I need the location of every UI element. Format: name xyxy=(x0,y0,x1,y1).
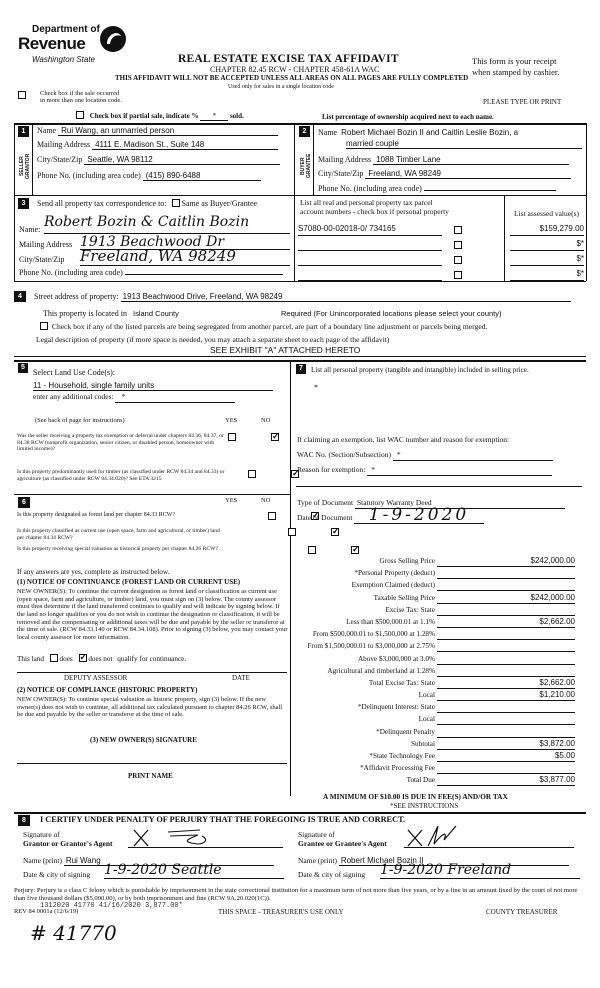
s5-q1-yes-checkbox[interactable] xyxy=(228,433,236,441)
single-location-note: Used only for sales in a single location code xyxy=(228,84,334,90)
personal-property-label: List all personal property (tangible and intangible) included in selling price. xyxy=(311,366,529,374)
buyer-name-field-2[interactable]: married couple xyxy=(346,139,582,149)
buyer-mailing-field[interactable]: 1088 Timber Lane xyxy=(373,155,569,165)
grantee-signature-icon xyxy=(404,822,574,848)
tax-row xyxy=(291,629,586,641)
parcel-account-field[interactable]: S7080-00-02018-0/ 734165 xyxy=(298,224,442,236)
tax-row-value[interactable]: $3,877.00 xyxy=(437,775,575,786)
partial-sale-sold: sold. xyxy=(229,112,244,120)
tax-row xyxy=(291,593,586,605)
partial-sale-label: Check box if partial sale, indicate % xyxy=(89,112,199,120)
tax-table xyxy=(291,556,586,808)
tax-row-label: From $1,500,000.01 to $3,000,000 at 2.75% xyxy=(307,642,435,651)
reason-row: Reason for exemption: * xyxy=(297,466,552,476)
tax-row-value[interactable] xyxy=(437,568,575,579)
tax-row-value[interactable]: $2,662.00 xyxy=(437,678,575,689)
legal-description-label: Legal description of property (if more space is needed, you may attach a separate sheet to each page of the affidavit) xyxy=(36,335,390,344)
tax-row xyxy=(291,702,586,714)
wac-row: WAC No. (Section/Subsection) * xyxy=(297,451,553,461)
tax-row xyxy=(291,617,586,629)
parcel-assessed-value[interactable]: $* xyxy=(510,239,584,251)
tax-row-label: Agricultural and timberland at 1.28% xyxy=(327,666,435,675)
street-address-field[interactable]: 1913 Beachwood Drive, Freeland, WA 98249 xyxy=(121,292,571,302)
tax-row-label: *Delinquent Interest: State xyxy=(357,703,435,712)
s6-q2-yes-checkbox[interactable] xyxy=(288,528,296,536)
doc-date-row: Date of Document xyxy=(297,513,353,522)
tax-row-label: Local xyxy=(418,715,435,724)
form-chapter: CHAPTER 82.45 RCW - CHAPTER 458-61A WAC xyxy=(210,65,380,74)
parcel-assessed-value[interactable]: $159,279.00 xyxy=(510,224,584,236)
certify-statement: I CERTIFY UNDER PENALTY OF PERJURY THAT THE FOREGOING IS TRUE AND CORRECT. xyxy=(40,815,406,824)
section-1-number: 1 xyxy=(18,126,29,137)
section-2-number: 2 xyxy=(299,126,310,137)
s6-if-yes: If any answers are yes, complete as instructed below. xyxy=(17,568,170,576)
personal-property-field[interactable]: * xyxy=(314,383,318,392)
buyer-phone-field[interactable] xyxy=(424,190,556,191)
grantor-sig-label-1: Signature of xyxy=(23,830,60,839)
tax-row-value[interactable] xyxy=(437,763,575,774)
seller-city-field[interactable]: Seattle, WA 98112 xyxy=(84,155,280,165)
form-warning: THIS AFFIDAVIT WILL NOT BE ACCEPTED UNLESS ALL AREAS ON ALL PAGES ARE FULLY COMPLETED xyxy=(115,74,469,82)
grantor-sig-label-2: Grantor or Grantor's Agent xyxy=(23,839,113,848)
tax-row-value[interactable]: $1,210.00 xyxy=(437,690,575,701)
dept-line3: Washington State xyxy=(32,55,96,64)
buyer-name-row: Name Robert Michael Bozin II and Caitlin Leslie Bozin, a xyxy=(318,128,519,137)
tax-row-value[interactable]: $242,000.00 xyxy=(437,556,575,567)
section3-city-label: City/State/Zip xyxy=(19,255,65,264)
multi-location-label: Check box if the sale occurred in more than one location code. xyxy=(40,90,122,105)
date-label: DATE xyxy=(232,674,250,682)
doc-type-field[interactable]: Statutory Warranty Deed xyxy=(355,499,565,509)
treasurer-only: THIS SPACE - TREASURER'S USE ONLY xyxy=(218,908,344,916)
s5-question-1: Was the seller receiving a property tax exemption or deferral under chapters 84.36, 84.37, or 84.38 RCW (nonprofit organization, senior citizen, or disabled person, homeowner with limited income)? xyxy=(17,433,224,453)
tax-row-value[interactable]: $242,000.00 xyxy=(437,593,575,604)
s5-q1-no-checkbox[interactable] xyxy=(271,433,279,441)
tax-row-value[interactable]: $2,662.00 xyxy=(437,617,575,628)
parcel-account-field[interactable] xyxy=(298,254,442,266)
assessed-header: List assessed value(s) xyxy=(514,209,579,218)
seller-name-row: Name Rui Wang, an unmarried person xyxy=(37,126,291,136)
tax-row xyxy=(291,739,586,751)
tax-row-label: Total Due xyxy=(406,776,435,785)
parcel-account-field[interactable] xyxy=(298,239,442,251)
legal-description-field[interactable]: SEE EXHIBIT "A" ATTACHED HERETO xyxy=(210,345,361,355)
s5-q2-yes-checkbox[interactable] xyxy=(248,470,256,478)
tax-row xyxy=(291,690,586,702)
grantee-sig-label-2: Grantee or Grantee's Agent xyxy=(298,839,387,848)
grantee-signature-field[interactable] xyxy=(404,822,574,848)
tax-row-label: *Delinquent Penalty xyxy=(376,727,435,736)
dept-line2: Revenue xyxy=(18,34,86,53)
personal-property-checkbox[interactable] xyxy=(454,256,462,264)
partial-sale-row xyxy=(76,111,244,121)
grantee-sig-label-1: Signature of xyxy=(298,830,335,839)
doc-date-field[interactable]: 1-9-2020 xyxy=(354,506,484,524)
additional-codes-row: enter any additional codes: * xyxy=(33,393,235,403)
tax-row xyxy=(291,727,586,739)
dor-logo xyxy=(18,22,133,70)
grantor-name-row: Name (print) Rui Wang xyxy=(23,856,274,866)
section3-mailing-label: Mailing Address xyxy=(19,240,73,249)
multi-location-checkbox[interactable] xyxy=(18,91,26,99)
s6-question-3: Is this property receiving special valuation as historical property per chapter 84.26 RCW? xyxy=(17,546,218,552)
s5-no: NO xyxy=(261,417,271,424)
tax-row-value[interactable] xyxy=(437,605,575,616)
tax-row-value[interactable]: $3,872.00 xyxy=(437,739,575,750)
tax-row xyxy=(291,666,586,678)
tax-row-label: Less than $500,000.01 at 1.1% xyxy=(346,617,435,626)
segregated-row: Check box if any of the listed parcels are being segregated from another parcel, are part of a boundary line adjustment or parcels being merged. xyxy=(40,322,487,332)
s6-q2-no-checkbox[interactable] xyxy=(331,528,339,536)
dept-line1: Department of xyxy=(32,24,100,35)
land-use-field[interactable]: 11 - Household, single family units xyxy=(33,381,273,391)
seller-name-field[interactable]: Rui Wang, an unmarried person xyxy=(58,126,278,136)
payment-stamp: 1312020 41770 41/16/2020 3,877.00* xyxy=(40,902,183,910)
tax-row-value[interactable] xyxy=(437,580,575,591)
tax-row-value[interactable] xyxy=(437,654,575,665)
parcel-account-field[interactable] xyxy=(298,269,442,281)
notice2-title: (2) NOTICE OF COMPLIANCE (HISTORIC PROPERTY) xyxy=(17,686,198,694)
s6-q3-no-checkbox[interactable] xyxy=(351,546,359,554)
tax-row-label: Local xyxy=(418,691,435,700)
seller-mailing-field[interactable]: 4111 E. Madison St., Suite 148 xyxy=(92,140,278,150)
tax-row-label: Excise Tax: State xyxy=(385,605,435,614)
section3-mailing-field[interactable]: 1913 Beachwood Dr xyxy=(80,234,290,250)
parcel-row xyxy=(298,269,588,284)
tax-row-value[interactable] xyxy=(437,702,575,713)
buyer-city-row: City/State/Zip Freeland, WA 98249 xyxy=(318,169,582,179)
reason-field[interactable]: * xyxy=(367,466,552,476)
same-as-buyer-checkbox[interactable] xyxy=(172,199,180,207)
partial-sale-value[interactable]: * xyxy=(200,112,228,121)
seller-mailing-row: Mailing Address 4111 E. Madison St., Suite 148 xyxy=(37,140,291,150)
tax-row-label: *Personal Property (deduct) xyxy=(354,569,435,578)
county-required-note: Required (For Unincorporated locations please select your county) xyxy=(280,309,502,318)
land-use-label: Select Land Use Code(s): xyxy=(33,368,115,377)
tax-row-value[interactable] xyxy=(437,727,575,738)
seller-phone-row: Phone No. (including area code) (415) 890-6488 xyxy=(37,171,291,181)
minimum-fee-note: A MINIMUM OF $10.00 IS DUE IN FEE(S) AND/OR TAX xyxy=(323,792,508,801)
tax-row-label: Above $3,000,000 at 3.0% xyxy=(357,654,435,663)
section3-name-label: Name: xyxy=(19,225,41,234)
handwritten-record-number: # 41770 xyxy=(30,921,117,945)
tax-row-value[interactable] xyxy=(437,666,575,677)
section-4-number: 4 xyxy=(14,291,26,302)
s5-yes: YES xyxy=(225,417,238,424)
continuance-row: This land does ✓ does not qualify for continuance. xyxy=(17,654,186,663)
parcel-row xyxy=(298,239,588,254)
personal-property-checkbox[interactable] xyxy=(454,271,462,279)
section3-name-field[interactable]: Robert Bozin & Caitlin Bozin xyxy=(44,214,290,234)
tax-row-label: *Affidavit Processing Fee xyxy=(360,764,435,773)
tax-row-label: From $500,000.01 to $1,500,000 at 1.28% xyxy=(312,630,435,639)
perjury-statement: Perjury: Perjury is a class C felony which is punishable by imprisonment in the state correctional institution for a maximum term of not more than five years, or by a fine in an amount fixed by the court of not more than five thousand dollars ($5,000.00), or by both imprisonment and fine (RCW 9A.20.020(1C)). xyxy=(14,887,578,903)
tax-row-label: Subtotal xyxy=(411,739,435,748)
exemption-label: If claiming an exemption, list WAC number and reason for exemption: xyxy=(297,435,510,444)
tax-row-label: Exemption Claimed (deduct) xyxy=(351,581,435,590)
notice2-body: NEW OWNER(S): To continue special valuation as historic property, sign (3) below. If the new owner(s) does not wish to continue, all additional tax calculated pursuant to chapter 84.26 RCW, shall be due and payable by the seller or transferor at the time of sale. xyxy=(17,696,283,719)
location-row: This property is located in Island County Required (For Unincorporated locations please select your county) xyxy=(43,309,502,318)
grantor-name-field[interactable]: Rui Wang xyxy=(64,856,274,866)
please-type: PLEASE TYPE OR PRINT xyxy=(483,98,562,106)
parcel-row xyxy=(298,254,588,269)
section-8-number: 8 xyxy=(18,815,30,826)
form-title: REAL ESTATE EXCISE TAX AFFIDAVIT xyxy=(178,53,399,65)
section-7-number: 7 xyxy=(296,364,306,374)
buyer-city-field[interactable]: Freeland, WA 98249 xyxy=(365,169,571,179)
tax-row-label: Total Excise Tax: State xyxy=(368,678,435,687)
tax-row xyxy=(291,568,586,580)
street-address-row: Street address of property: 1913 Beachwood Drive, Freeland, WA 98249 xyxy=(34,292,571,302)
grantor-date-label: Date & city of signing xyxy=(23,870,91,879)
tax-row-value[interactable] xyxy=(437,629,575,640)
section-3-number: 3 xyxy=(18,198,29,209)
personal-property-checkbox[interactable] xyxy=(454,241,462,249)
grantee-date-field[interactable]: 1-9-2020 Freeland xyxy=(380,862,580,879)
parcel-assessed-value[interactable]: $* xyxy=(510,269,584,281)
buyer-name-field-1[interactable]: Robert Michael Bozin II and Caitlin Leslie Bozin, a xyxy=(341,128,519,137)
tax-row-label: Gross Selling Price xyxy=(379,557,435,565)
section3-city-field[interactable]: Freeland, WA 98249 xyxy=(80,248,290,266)
wac-field[interactable]: * xyxy=(393,451,553,461)
doc-type-row: Type of Document Statutory Warranty Deed xyxy=(297,499,565,509)
new-owner-sig-label: (3) NEW OWNER(S) SIGNATURE xyxy=(90,736,197,744)
s5-question-2: Is this property predominantly used for timber (as classified under RCW 84.34 and 84.33) or agriculture (as classified under RCW 84.34.020)? See ETA 3215 xyxy=(17,469,225,482)
section-5-number: 5 xyxy=(18,363,28,373)
parcel-header-1: List all real and personal property tax parcel xyxy=(300,198,433,207)
parcel-assessed-value[interactable]: $* xyxy=(510,254,584,266)
receipt-note-2: when stamped by cashier. xyxy=(472,67,560,77)
grantee-date-label: Date & city of signing xyxy=(298,870,366,879)
tax-row-label: *State Technology Fee xyxy=(369,752,435,760)
s6-question-1: Is this property designated as forest land per chapter 84.33 RCW? xyxy=(17,512,176,518)
s6-yes: YES xyxy=(225,497,238,504)
parcel-list xyxy=(298,224,588,284)
print-name-label: PRINT NAME xyxy=(128,772,173,780)
tax-row xyxy=(291,556,586,568)
section3-phone-row: Phone No. (including area code) xyxy=(19,268,283,277)
parcel-header-2: account numbers - check box if personal property xyxy=(300,207,449,216)
tax-row xyxy=(291,714,586,726)
tax-row xyxy=(291,751,586,763)
land-does-not-checkbox[interactable] xyxy=(79,654,87,662)
tax-row xyxy=(291,763,586,775)
section-6-number: 6 xyxy=(18,497,30,508)
grantor-date-field[interactable]: 1-9-2020 Seattle xyxy=(104,862,284,879)
tax-row-label: Taxable Selling Price xyxy=(373,593,435,602)
tax-row xyxy=(291,775,586,787)
tax-row xyxy=(291,580,586,592)
seller-phone-field[interactable]: (415) 890-6488 xyxy=(143,171,261,181)
grantee-name-field[interactable]: Robert Michael Bozin II xyxy=(339,856,569,866)
seller-city-row: City/State/Zip Seattle, WA 98112 xyxy=(37,155,291,165)
grantor-signature-field[interactable] xyxy=(128,826,283,848)
s6-q1-yes-checkbox[interactable] xyxy=(268,512,276,520)
buyer-mailing-row: Mailing Address 1088 Timber Lane xyxy=(318,155,582,165)
form-id: REV 84 0001a (12/6/19) xyxy=(14,908,79,915)
partial-sale-checkbox[interactable] xyxy=(76,111,84,119)
s6-question-2: Is this property classified as current use (open space, farm and agricultural, or timber) land per chapter 84.34 RCW? xyxy=(17,528,220,541)
seller-vertical-label: SELLER GRANTOR xyxy=(19,153,31,179)
s6-q3-yes-checkbox[interactable] xyxy=(308,546,316,554)
s6-no: NO xyxy=(261,497,271,504)
notice1-body: NEW OWNER(S): To continue the current designation as forest land or classification as current use (open space, farm and agriculture, or timber) land, you must sign on (3) below. The county assessor must then determine if the land transferred continues to qualify and will indicate by signing below. If the land no longer qualifies or you do not wish to continue the designation or classification, it will be removed and the compensating or additional taxes will be due and payable by the seller or transferor at the time of sale. (RCW 84.33.140 or RCW 84.34.108). Prior to signing (3) below, you may contact your local county assessor for more information. xyxy=(17,588,288,641)
tax-row xyxy=(291,641,586,653)
parcel-row xyxy=(298,224,588,239)
county-treasurer: COUNTY TREASURER xyxy=(486,908,558,916)
send-correspondence-row: Send all property tax correspondence to: Same as Buyer/Grantee xyxy=(37,199,258,208)
ownership-note: List percentage of ownership acquired next to each name. xyxy=(322,113,494,121)
receipt-note-1: This form is your receipt xyxy=(472,56,557,66)
county-field[interactable]: Island County xyxy=(132,309,179,318)
tax-row xyxy=(291,654,586,666)
deputy-assessor-label: DEPUTY ASSESSOR xyxy=(64,674,128,682)
land-does-checkbox[interactable] xyxy=(50,654,58,662)
see-back: (See back of page for instructions) xyxy=(35,417,125,424)
segregated-checkbox[interactable] xyxy=(40,322,48,330)
tax-row xyxy=(291,678,586,690)
tax-row-value[interactable]: $5.00 xyxy=(437,751,575,762)
personal-property-checkbox[interactable] xyxy=(454,226,462,234)
grantee-name-row: Name (print) Robert Michael Bozin II xyxy=(298,856,569,866)
tax-row-value[interactable] xyxy=(437,714,575,725)
see-instructions: *SEE INSTRUCTIONS xyxy=(390,802,459,810)
tax-row-value[interactable] xyxy=(437,641,575,652)
tax-row xyxy=(291,605,586,617)
grantor-signature-icon xyxy=(128,826,283,848)
buyer-vertical-label: BUYER GRANTEE xyxy=(300,153,312,179)
additional-codes-field[interactable]: * xyxy=(115,393,235,403)
buyer-phone-row: Phone No. (including area code) xyxy=(318,184,582,193)
notice1-title: (1) NOTICE OF CONTINUANCE (FOREST LAND OR CURRENT USE) xyxy=(17,578,241,586)
dor-swoosh-icon xyxy=(98,24,128,54)
